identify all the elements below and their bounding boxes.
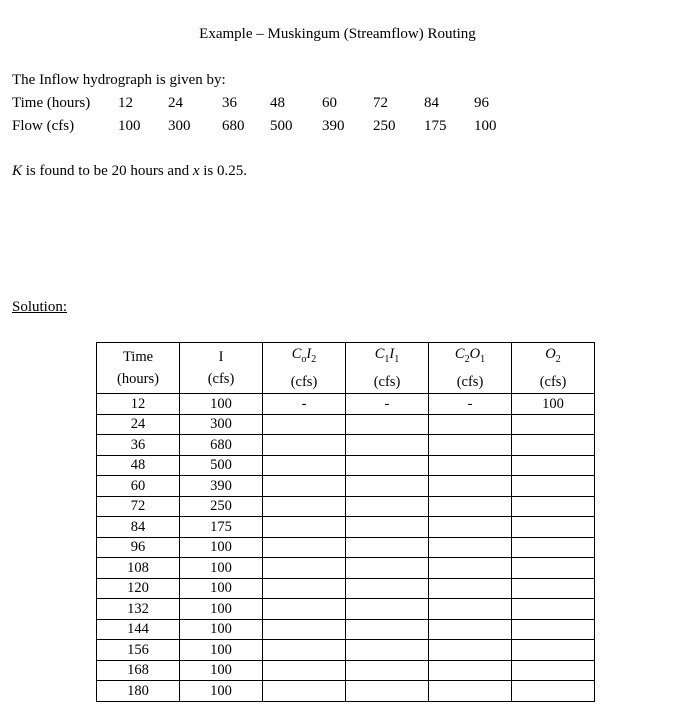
cell-inflow: 100 [180,599,263,620]
cell-c2-o1 [429,435,512,456]
k-symbol: K [12,163,23,179]
cell-c0-i2 [263,578,346,599]
cell-c1-i1 [346,681,429,702]
cell-time: 96 [97,537,180,558]
cell-c0-i2 [263,619,346,640]
cell-c0-i2: - [263,394,346,415]
cell-c2-o1 [429,599,512,620]
intro-text: The Inflow hydrograph is given by: [12,72,226,88]
cell-c1-i1 [346,455,429,476]
cell-o2 [512,537,595,558]
cell-c1-i1 [346,496,429,517]
cell-c0-i2 [263,537,346,558]
cell-time: 36 [97,435,180,456]
cell-time: 108 [97,558,180,579]
table-row [97,681,595,702]
cell-o2 [512,476,595,497]
cell-o2 [512,496,595,517]
cell-c0-i2 [263,599,346,620]
cell-time: 60 [97,476,180,497]
cell-inflow: 100 [180,578,263,599]
table-row [97,537,595,558]
header-inflow: I (cfs) [180,343,263,394]
cell-time: 144 [97,619,180,640]
header-o2: $O_2$ (cfs) [512,343,595,394]
inflow-time-value: 24 [168,95,183,111]
x-text: is 0.25. [199,163,248,179]
cell-c2-o1 [429,537,512,558]
cell-time: 24 [97,414,180,435]
cell-c0-i2 [263,414,346,435]
cell-inflow: 250 [180,496,263,517]
cell-inflow: 500 [180,455,263,476]
inflow-time-value: 12 [118,95,133,111]
inflow-flow-value: 100 [474,118,497,134]
routing-table [96,342,595,702]
cell-time: 48 [97,455,180,476]
cell-o2 [512,558,595,579]
table-row [97,578,595,599]
inflow-flow-value: 500 [270,118,293,134]
cell-c2-o1 [429,414,512,435]
table-header-row [97,343,595,394]
header-c1-i1: $C_1I_1$ (cfs) [346,343,429,394]
cell-c1-i1 [346,435,429,456]
cell-c1-i1 [346,599,429,620]
inflow-time-value: 48 [270,95,285,111]
inflow-flow-value: 300 [168,118,191,134]
cell-o2 [512,455,595,476]
cell-c1-i1 [346,537,429,558]
solution-label: Solution: [12,299,68,315]
table-row [97,435,595,456]
table-row [97,640,595,661]
inflow-flow-value: 100 [118,118,141,134]
time-row-label: Time (hours) [12,95,91,111]
cell-time: 72 [97,496,180,517]
cell-time: 84 [97,517,180,538]
table-row [97,496,595,517]
cell-inflow: 100 [180,640,263,661]
cell-c2-o1 [429,640,512,661]
cell-c0-i2 [263,660,346,681]
cell-o2 [512,414,595,435]
flow-row-label: Flow (cfs) [12,118,75,134]
cell-o2: 100 [512,394,595,415]
cell-o2 [512,619,595,640]
header-c2-o1: $C_2O_1$ (cfs) [429,343,512,394]
table-row [97,517,595,538]
header-c0-i2: $C_oI_2$ (cfs) [263,343,346,394]
cell-time: 180 [97,681,180,702]
inflow-flow-value: 175 [424,118,447,134]
cell-c0-i2 [263,517,346,538]
cell-time: 120 [97,578,180,599]
cell-c0-i2 [263,496,346,517]
cell-time: 156 [97,640,180,661]
cell-c1-i1 [346,660,429,681]
inflow-flow-value: 250 [373,118,396,134]
cell-c2-o1 [429,681,512,702]
cell-c2-o1: - [429,394,512,415]
table-row [97,455,595,476]
cell-o2 [512,640,595,661]
cell-o2 [512,660,595,681]
cell-inflow: 100 [180,394,263,415]
cell-c2-o1 [429,619,512,640]
cell-c0-i2 [263,435,346,456]
cell-c1-i1 [346,558,429,579]
table-row [97,599,595,620]
k-text: is found to be 20 hours and [22,163,193,179]
cell-c0-i2 [263,640,346,661]
parameter-statement [12,163,247,180]
x-symbol: x [192,163,200,179]
cell-time: 12 [97,394,180,415]
cell-c2-o1 [429,578,512,599]
table-row [97,414,595,435]
cell-c0-i2 [263,681,346,702]
cell-inflow: 300 [180,414,263,435]
cell-inflow: 100 [180,558,263,579]
inflow-time-value: 60 [322,95,337,111]
cell-o2 [512,578,595,599]
page-title: Example – Muskingum (Streamflow) Routing [199,26,476,42]
cell-c1-i1 [346,414,429,435]
header-time: Time (hours) [97,343,180,394]
cell-c1-i1 [346,517,429,538]
cell-o2 [512,517,595,538]
cell-inflow: 680 [180,435,263,456]
inflow-flow-value: 680 [222,118,245,134]
table-row [97,660,595,681]
inflow-time-value: 84 [424,95,439,111]
cell-c2-o1 [429,660,512,681]
inflow-time-value: 96 [474,95,489,111]
cell-c1-i1 [346,476,429,497]
cell-c1-i1 [346,640,429,661]
cell-o2 [512,435,595,456]
inflow-flow-value: 390 [322,118,345,134]
cell-c2-o1 [429,517,512,538]
cell-c1-i1 [346,619,429,640]
table-row [97,476,595,497]
cell-inflow: 175 [180,517,263,538]
cell-c2-o1 [429,496,512,517]
cell-time: 168 [97,660,180,681]
cell-c2-o1 [429,558,512,579]
cell-c0-i2 [263,455,346,476]
table-row [97,619,595,640]
cell-o2 [512,599,595,620]
cell-o2 [512,681,595,702]
cell-inflow: 100 [180,537,263,558]
cell-c1-i1: - [346,394,429,415]
inflow-time-value: 72 [373,95,388,111]
cell-c0-i2 [263,476,346,497]
table-row [97,558,595,579]
cell-inflow: 100 [180,681,263,702]
cell-c1-i1 [346,578,429,599]
cell-c2-o1 [429,455,512,476]
cell-c0-i2 [263,558,346,579]
table-row [97,394,595,415]
cell-time: 132 [97,599,180,620]
cell-c2-o1 [429,476,512,497]
cell-inflow: 100 [180,619,263,640]
cell-inflow: 100 [180,660,263,681]
inflow-time-value: 36 [222,95,237,111]
cell-inflow: 390 [180,476,263,497]
